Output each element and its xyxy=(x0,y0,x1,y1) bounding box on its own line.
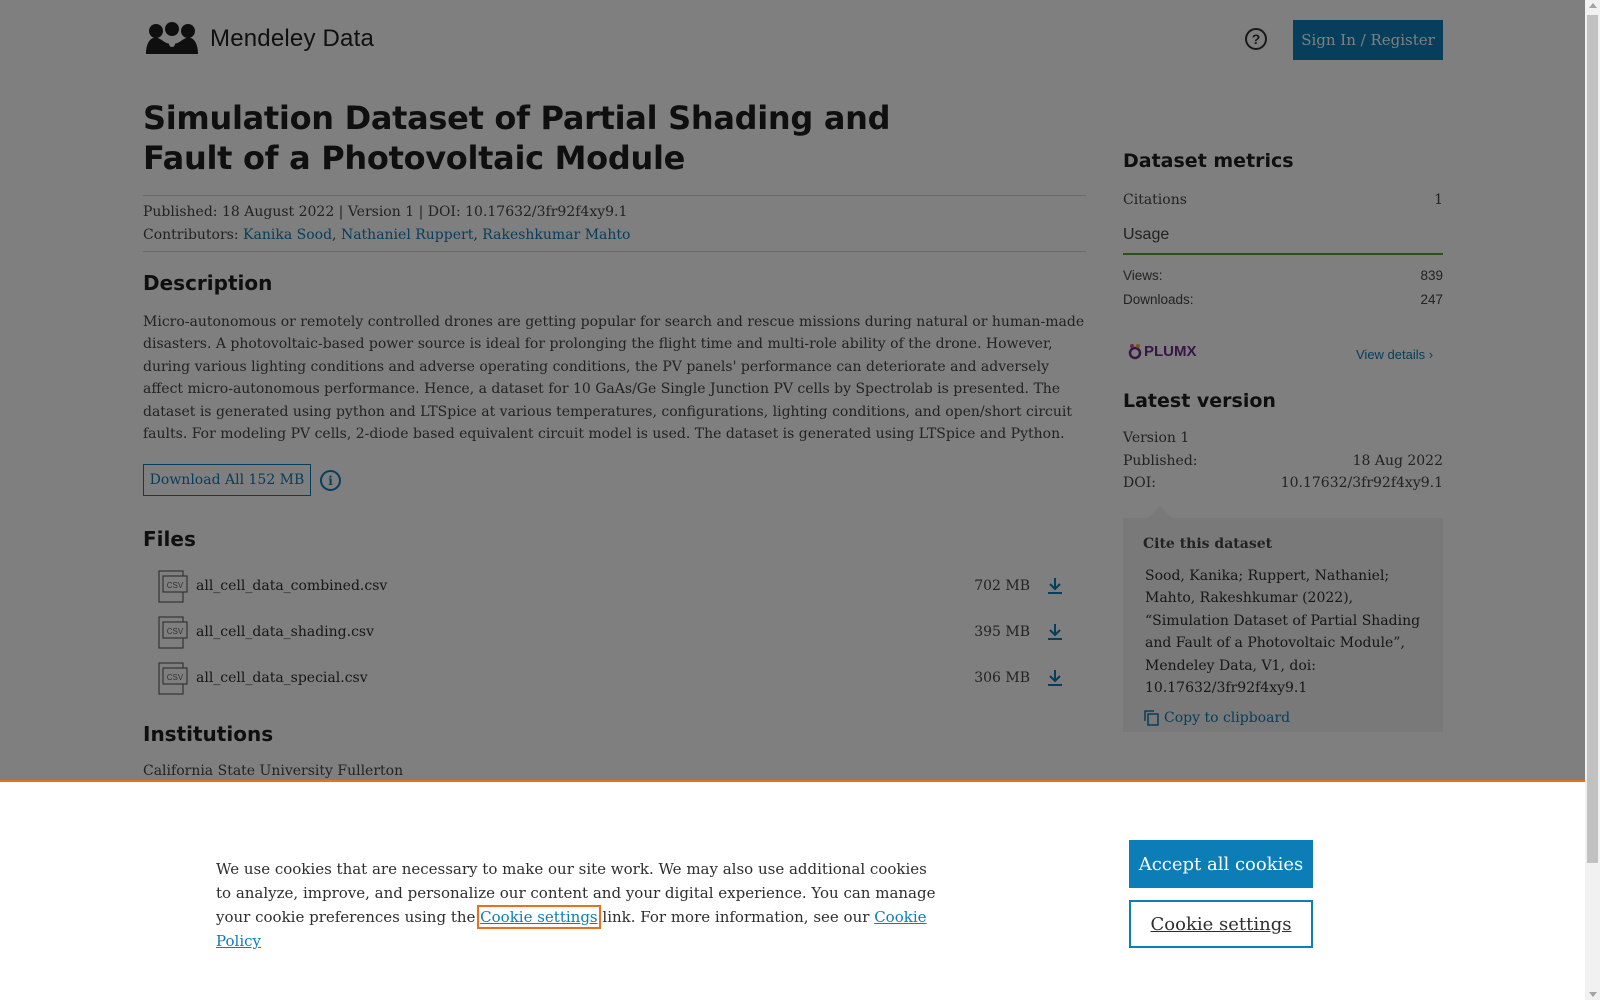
scroll-down-arrow-icon[interactable] xyxy=(1589,992,1597,997)
cookie-banner xyxy=(0,780,1585,1000)
cookie-text-part2: link. For more information, see our xyxy=(597,908,875,926)
cookie-message xyxy=(216,857,936,953)
accept-all-cookies-button[interactable]: Accept all cookies xyxy=(1129,840,1313,888)
cookie-text-part1: We use cookies that are necessary to make our site work. We may also use additional cookies to analyze, improve, and personalize our content and your digital experience. You can manage your cookie preferences using the xyxy=(216,860,936,926)
scroll-up-arrow-icon[interactable] xyxy=(1589,3,1597,8)
cookie-settings-button[interactable]: Cookie settings xyxy=(1129,900,1313,948)
vertical-scrollbar[interactable] xyxy=(1585,0,1600,1000)
cookie-settings-link[interactable]: Cookie settings xyxy=(480,908,598,926)
cookie-policy-link[interactable]: Cookie Policy xyxy=(216,908,927,950)
scrollbar-thumb[interactable] xyxy=(1587,15,1598,863)
